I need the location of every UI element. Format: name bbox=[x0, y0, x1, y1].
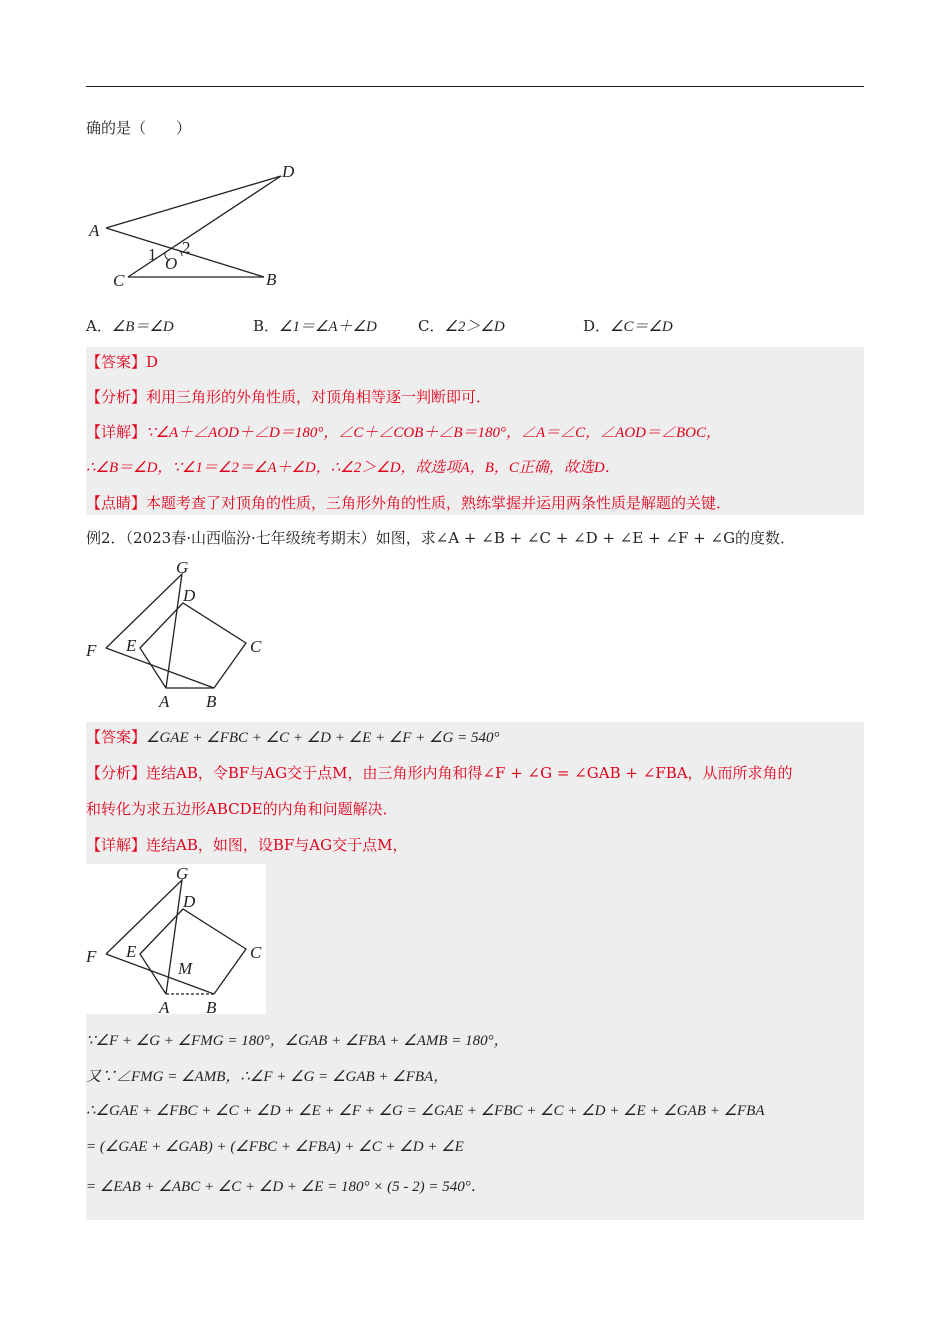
q2-detail: 【详解】连结AB，如图，设BF与AG交于点M， bbox=[86, 836, 408, 854]
polyline-AEDCB bbox=[140, 909, 246, 994]
label-C: C bbox=[250, 637, 262, 656]
figure-3 bbox=[86, 862, 276, 1022]
label-C: C bbox=[113, 271, 125, 290]
segment-FB bbox=[106, 954, 214, 994]
label-E: E bbox=[126, 636, 137, 655]
label-B: B bbox=[266, 270, 277, 289]
label-2: 2 bbox=[182, 238, 191, 257]
label-F: F bbox=[86, 947, 97, 966]
label-O: O bbox=[165, 254, 178, 273]
pentagon-ABCDE bbox=[140, 603, 246, 688]
q2-analysis-2: 和转化为求五边形ABCDE的内角和问题解决． bbox=[86, 800, 398, 818]
q2-step-1: ∵∠F + ∠G + ∠FMG = 180°，∠GAB + ∠FBA + ∠AMB = 180°， bbox=[86, 1033, 509, 1049]
label-B: B bbox=[206, 692, 217, 711]
label-A: A bbox=[159, 998, 170, 1017]
figure-1 bbox=[86, 158, 306, 293]
q2-step-5: = ∠EAB + ∠ABC + ∠C + ∠D + ∠E = 180° × (5 - 2) = 540°． bbox=[86, 1179, 486, 1195]
lines-F-G-A bbox=[106, 574, 182, 688]
q1-answer: 【答案】D bbox=[86, 353, 159, 371]
segment-FB bbox=[106, 648, 214, 688]
label-A: A bbox=[89, 221, 100, 240]
q2-answer: 【答案】∠GAE + ∠FBC + ∠C + ∠D + ∠E + ∠F + ∠G = 540° bbox=[86, 728, 500, 746]
label-D: D bbox=[282, 162, 295, 181]
q2-step-2: 又∵∠FMG = ∠AMB，∴∠F + ∠G = ∠GAB + ∠FBA， bbox=[86, 1069, 449, 1085]
option-d: D．∠C＝∠D bbox=[583, 317, 673, 335]
label-D: D bbox=[183, 586, 196, 605]
label-E: E bbox=[126, 942, 137, 961]
q1-detail-1: 【详解】∵∠A＋∠AOD＋∠D＝180°，∠C＋∠COB＋∠B＝180°，∠A＝∠C，∠AOD＝∠BOC， bbox=[86, 423, 721, 441]
question-tail: 确的是（ ） bbox=[86, 119, 192, 137]
q1-analysis: 【分析】利用三角形的外角性质，对顶角相等逐一判断即可． bbox=[86, 388, 492, 406]
label-M: M bbox=[178, 959, 193, 978]
q2-step-3: ∴∠GAE + ∠FBC + ∠C + ∠D + ∠E + ∠F + ∠G = ∠GAE + ∠FBC + ∠C + ∠D + ∠E + ∠GAB + ∠FBA bbox=[86, 1103, 765, 1119]
label-D: D bbox=[183, 892, 196, 911]
option-a: A．∠B＝∠D bbox=[86, 317, 174, 335]
q1-detail-2: ∴∠B＝∠D，∵∠1＝∠2＝∠A＋∠D，∴∠2＞∠D，故选项A，B，C正确，故选D． bbox=[86, 460, 620, 476]
lines-F-G-A bbox=[106, 880, 182, 994]
segment-AD bbox=[106, 176, 281, 228]
label-G: G bbox=[176, 864, 189, 883]
option-c: C．∠2＞∠D bbox=[418, 317, 505, 335]
q2-analysis-1: 【分析】连结AB，令BF与AG交于点M，由三角形内角和得∠F + ∠G = ∠GAB + ∠FBA，从而所求角的 bbox=[86, 764, 793, 782]
figure-2 bbox=[86, 556, 276, 716]
label-F: F bbox=[86, 641, 97, 660]
option-b: B．∠1＝∠A＋∠D bbox=[253, 317, 377, 335]
q2-step-4: = (∠GAE + ∠GAB) + (∠FBC + ∠FBA) + ∠C + ∠D + ∠E bbox=[86, 1139, 464, 1155]
label-G: G bbox=[176, 558, 189, 577]
label-A: A bbox=[159, 692, 170, 711]
label-1: 1 bbox=[148, 245, 157, 264]
q2-title: 例2．（2023春·山西临汾·七年级统考期末）如图，求∠A + ∠B + ∠C + ∠D + ∠E + ∠F + ∠G的度数． bbox=[86, 529, 796, 547]
q1-comment: 【点睛】本题考查了对顶角的性质，三角形外角的性质，熟练掌握并运用两条性质是解题的关键． bbox=[86, 494, 732, 512]
label-B: B bbox=[206, 998, 217, 1017]
label-C: C bbox=[250, 943, 262, 962]
header-rule bbox=[86, 86, 864, 87]
